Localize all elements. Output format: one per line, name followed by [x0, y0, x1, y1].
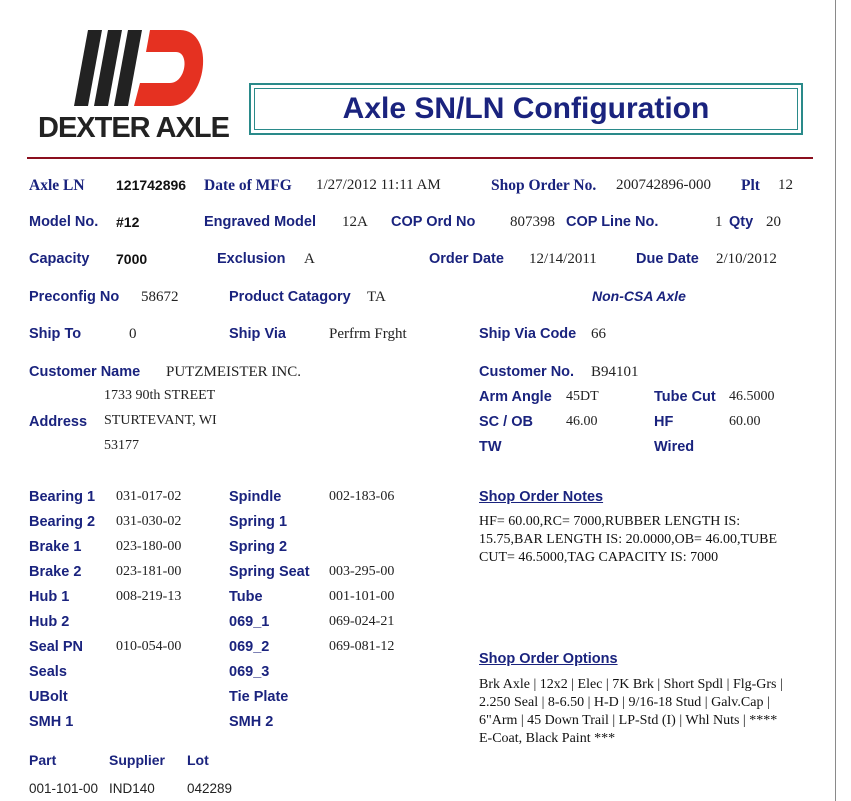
spindle-value: 002-183-06 — [329, 489, 395, 504]
options-line: 6"Arm | 45 Down Trail | LP-Std (I) | Whl Nuts | **** — [479, 713, 778, 728]
capacity-label: Capacity — [29, 251, 90, 267]
part-069-2-label: 069_2 — [229, 639, 270, 655]
cop-line-value: 1 — [715, 214, 723, 230]
engraved-model-value: 12A — [342, 214, 368, 230]
page-title: Axle SN/LN Configuration — [342, 92, 710, 125]
tube-cut-value: 46.5000 — [729, 389, 775, 404]
options-line: 2.250 Seal | 8-6.50 | H-D | 9/16-18 Stud | Galv.Cap | — [479, 695, 770, 710]
tube-value: 001-101-00 — [329, 589, 395, 604]
shop-order-label: Shop Order No. — [491, 177, 597, 194]
date-mfg-value: 1/27/2012 11:11 AM — [316, 177, 441, 193]
arm-angle-value: 45DT — [566, 389, 599, 404]
sc-ob-value: 46.00 — [566, 414, 598, 429]
parts-row-part: 001-101-00 — [29, 781, 99, 796]
parts-row-supplier: IND140 — [109, 781, 155, 796]
order-date-value: 12/14/2011 — [529, 251, 597, 267]
address-line-2: STURTEVANT, WI — [104, 413, 217, 428]
notes-line: CUT= 46.5000,TAG CAPACITY IS: 7000 — [479, 550, 719, 565]
ship-via-code-label: Ship Via Code — [479, 326, 577, 342]
exclusion-label: Exclusion — [217, 251, 286, 267]
plt-label: Plt — [741, 177, 760, 194]
ship-to-value: 0 — [129, 326, 137, 342]
tw-label: TW — [479, 439, 502, 455]
seal-pn-value: 010-054-00 — [116, 639, 182, 654]
header-rule — [27, 157, 813, 159]
engraved-model-label: Engraved Model — [204, 214, 316, 230]
seal-pn-label: Seal PN — [29, 639, 83, 655]
smh-2-label: SMH 2 — [229, 714, 274, 730]
arm-angle-label: Arm Angle — [479, 389, 552, 405]
cop-ord-label: COP Ord No — [391, 214, 476, 230]
notes-line: HF= 60.00,RC= 7000,RUBBER LENGTH IS: — [479, 514, 741, 529]
due-date-label: Due Date — [636, 251, 699, 267]
seals-label: Seals — [29, 664, 67, 680]
cop-ord-value: 807398 — [510, 214, 555, 230]
shop-order-options-heading[interactable]: Shop Order Options — [479, 651, 618, 667]
model-value: #12 — [116, 214, 140, 230]
exclusion-value: A — [304, 251, 315, 267]
title-box — [249, 83, 803, 135]
part-069-1-label: 069_1 — [229, 614, 270, 630]
due-date-value: 2/10/2012 — [716, 251, 777, 267]
notes-line: 15.75,BAR LENGTH IS: 20.0000,OB= 46.00,TUBE — [479, 532, 778, 547]
part-069-3-label: 069_3 — [229, 664, 270, 680]
product-category-value: TA — [367, 289, 386, 305]
shop-order-notes-heading[interactable]: Shop Order Notes — [479, 489, 604, 505]
part-069-2-value: 069-081-12 — [329, 639, 395, 654]
order-date-label: Order Date — [429, 251, 504, 267]
shop-order-value: 200742896-000 — [616, 177, 711, 193]
ship-via-value: Perfrm Frght — [329, 326, 407, 342]
spring-2-label: Spring 2 — [229, 539, 288, 555]
brake-2-value: 023-181-00 — [116, 564, 182, 579]
shop-order-notes-text — [479, 513, 777, 567]
parts-row-lot: 042289 — [187, 781, 233, 796]
smh-1-label: SMH 1 — [29, 714, 74, 730]
hub-1-label: Hub 1 — [29, 589, 70, 605]
axle-ln-label: Axle LN — [29, 177, 85, 194]
spring-seat-label: Spring Seat — [229, 564, 310, 580]
spindle-label: Spindle — [229, 489, 282, 505]
bearing-1-label: Bearing 1 — [29, 489, 96, 505]
hub-2-label: Hub 2 — [29, 614, 70, 630]
tube-cut-label: Tube Cut — [654, 389, 716, 405]
address-line-3: 53177 — [104, 438, 139, 453]
parts-header-part: Part — [29, 752, 57, 768]
tie-plate-label: Tie Plate — [229, 689, 289, 705]
logo-text: DEXTER AXLE — [38, 112, 229, 144]
ship-via-label: Ship Via — [229, 326, 286, 342]
address-line-1: 1733 90th STREET — [104, 388, 216, 403]
hf-value: 60.00 — [729, 414, 761, 429]
ship-via-code-value: 66 — [591, 326, 606, 342]
parts-header-supplier: Supplier — [109, 752, 166, 768]
brake-1-label: Brake 1 — [29, 539, 82, 555]
parts-header-lot: Lot — [187, 752, 209, 768]
bearing-2-value: 031-030-02 — [116, 514, 182, 529]
tube-label: Tube — [229, 589, 263, 605]
bearing-1-value: 031-017-02 — [116, 489, 182, 504]
address-label: Address — [29, 414, 88, 430]
brake-2-label: Brake 2 — [29, 564, 82, 580]
right-border — [835, 0, 851, 801]
customer-no-label: Customer No. — [479, 364, 575, 380]
model-label: Model No. — [29, 214, 99, 230]
date-mfg-label: Date of MFG — [204, 177, 292, 194]
bearing-2-label: Bearing 2 — [29, 514, 96, 530]
customer-name-value: PUTZMEISTER INC. — [166, 364, 301, 380]
sc-ob-label: SC / OB — [479, 414, 533, 430]
spring-1-label: Spring 1 — [229, 514, 288, 530]
qty-label: Qty — [729, 214, 754, 230]
hub-1-value: 008-219-13 — [116, 589, 182, 604]
title-inner — [254, 88, 798, 130]
hf-label: HF — [654, 414, 674, 430]
qty-value: 20 — [766, 214, 781, 230]
part-069-1-value: 069-024-21 — [329, 614, 395, 629]
preconfig-value: 58672 — [141, 289, 179, 305]
cop-line-label: COP Line No. — [566, 214, 659, 230]
shop-order-options-text — [479, 676, 783, 748]
spring-seat-value: 003-295-00 — [329, 564, 395, 579]
non-csa-label: Non-CSA Axle — [592, 288, 686, 304]
wired-label: Wired — [654, 439, 695, 455]
brake-1-value: 023-180-00 — [116, 539, 182, 554]
plt-value: 12 — [778, 177, 793, 193]
customer-name-label: Customer Name — [29, 364, 141, 380]
ship-to-label: Ship To — [29, 326, 82, 342]
product-category-label: Product Catagory — [229, 289, 351, 305]
axle-ln-value: 121742896 — [116, 177, 187, 193]
capacity-value: 7000 — [116, 251, 148, 267]
options-line: Brk Axle | 12x2 | Elec | 7K Brk | Short Spdl | Flg-Grs | — [479, 677, 783, 692]
ubolt-label: UBolt — [29, 689, 68, 705]
customer-no-value: B94101 — [591, 364, 639, 380]
options-line: E-Coat, Black Paint *** — [479, 731, 616, 746]
dexter-axle-logo — [30, 28, 242, 150]
preconfig-label: Preconfig No — [29, 289, 120, 305]
